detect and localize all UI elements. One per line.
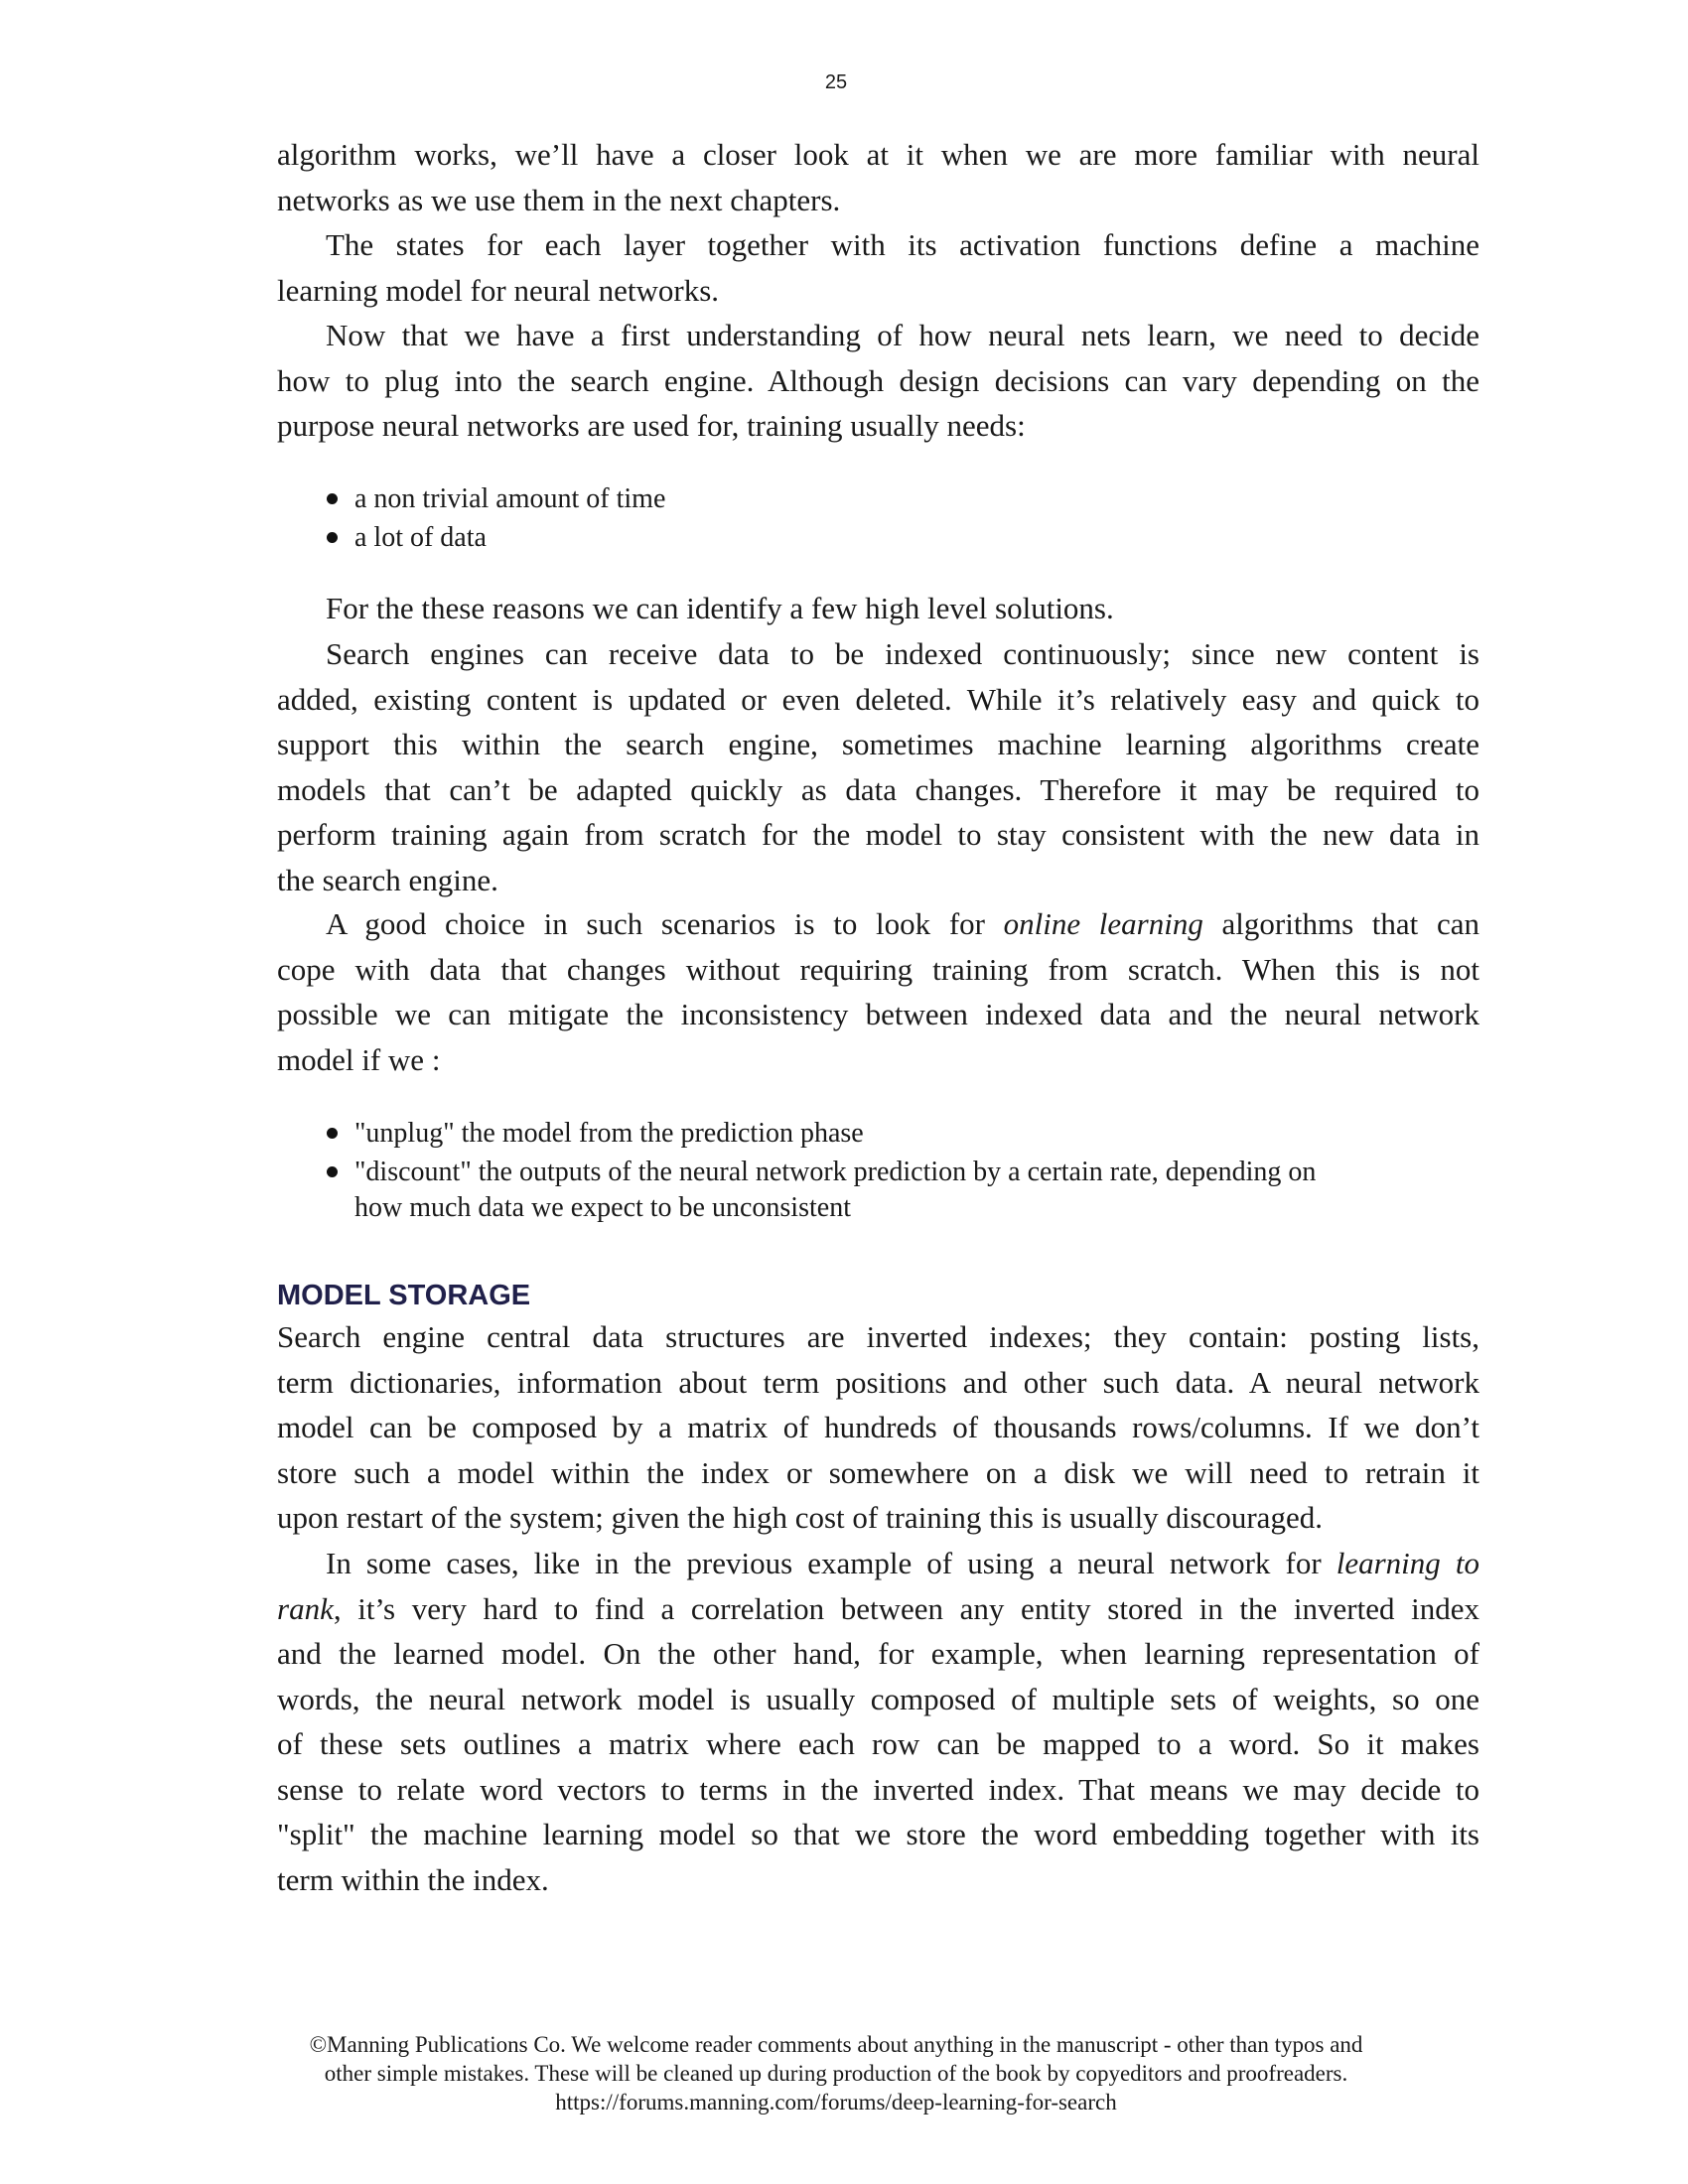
italic-term: rank [277,1590,334,1626]
text-line: model can be composed by a matrix of hundreds of thousands rows/columns. If we don’t [277,1410,1479,1444]
text-line [277,901,1479,947]
text-line: models that can’t be adapted quickly as data changes. Therefore it may be required to [277,771,1479,807]
text-line: possible we can mitigate the inconsistency between indexed data and the neural network [277,997,1479,1031]
paragraph [277,586,1479,631]
text-line: and the learned model. On the other hand, for example, when learning representation of [277,1636,1479,1671]
text-line: perform training again from scratch for the model to stay consistent with the new data in [277,817,1479,852]
text-line: Search engines can receive data to be indexed continuously; since new content is [326,636,1479,671]
paragraph [277,631,1479,902]
text-segment: algorithms that can [1202,906,1479,941]
text-line: term within the index. [277,1861,549,1897]
text-line: of these sets outlines a matrix where each row can be mapped to a word. So it makes [277,1726,1479,1761]
text-line: "split" the machine learning model so that we store the word embedding together with its [277,1817,1479,1851]
text-line: the search engine. [277,862,498,897]
paragraph [277,222,1479,313]
bullet-icon [327,1128,338,1139]
text-line: words, the neural network model is usually composed of multiple sets of weights, so one [277,1681,1479,1716]
text-line: networks as we use them in the next chapters. [277,182,841,217]
page-number: 25 [824,71,848,93]
text-segment: A good choice in such scenarios is to look for [326,906,1004,941]
paragraph [277,901,1479,1082]
text-line [277,1586,1479,1632]
text-line: store such a model within the index or somewhere on a disk we will need to retrain it [277,1454,1479,1490]
bullet-item [354,520,1496,556]
bullet-icon [327,1166,338,1177]
text-line: For the these reasons we can identify a few high level solutions. [326,591,1114,625]
text-line: cope with data that changes without requiring training from scratch. When this is not [277,951,1479,987]
text-line: added, existing content is updated or even deleted. While it’s relatively easy and quick to [277,681,1479,717]
footer-line: ©Manning Publications Co. We welcome reader comments about anything in the manuscript - other than typos and [309,2032,1363,2057]
italic-term: online learning [1003,906,1203,941]
bullet-icon [327,532,338,543]
text-line [277,1541,1479,1586]
text-line: The states for each layer together with its activation functions define a machine [326,227,1479,262]
text-line: learning model for neural networks. [277,272,720,308]
text-line: Search engine central data structures are inverted indexes; they contain: posting lists, [277,1319,1479,1354]
text-line: "unplug" the model from the prediction phase [354,1118,864,1149]
text-line: how much data we expect to be unconsistent [354,1192,851,1223]
text-line: algorithm works, we’ll have a closer look at it when we are more familiar with neural [277,137,1479,172]
paragraph [277,132,1479,222]
bullet-item [354,1116,1496,1152]
paragraph [277,1541,1479,1902]
section-heading: MODEL STORAGE [277,1280,531,1311]
paragraph [277,1314,1479,1541]
bullet-item [354,481,1496,517]
italic-term: learning to [1336,1546,1479,1580]
text-segment: , it’s very hard to find a correlation between any entity stored in the inverted index [333,1590,1479,1626]
text-line: model if we : [277,1041,441,1077]
text-line: upon restart of the system; given the high cost of training this is usually discouraged. [277,1500,1323,1535]
paragraph [277,313,1479,449]
text-line: how to plug into the search engine. Although design decisions can vary depending on the [277,362,1479,398]
footer-line: other simple mistakes. These will be cleaned up during production of the book by copyeditors and proofreaders. [324,2061,1348,2086]
text-line: a non trivial amount of time [354,483,666,514]
text-line: support this within the search engine, sometimes machine learning algorithms create [277,727,1479,761]
footer-url: https://forums.manning.com/forums/deep-learning-for-search [555,2090,1117,2115]
bullet-icon [327,493,338,504]
footer [0,2030,1672,2116]
text-line: a lot of data [354,522,487,553]
text-segment: In some cases, like in the previous example of using a neural network for [326,1546,1336,1580]
text-line: "discount" the outputs of the neural network prediction by a certain rate, depending on [354,1157,1317,1187]
text-line: sense to relate word vectors to terms in the inverted index. That means we may decide to [277,1771,1479,1807]
text-line: term dictionaries, information about term positions and other such data. A neural network [277,1364,1479,1400]
text-line: purpose neural networks are used for, training usually needs: [277,408,1026,443]
bullet-item [354,1155,1496,1226]
text-line: Now that we have a first understanding of how neural nets learn, we need to decide [326,318,1479,352]
